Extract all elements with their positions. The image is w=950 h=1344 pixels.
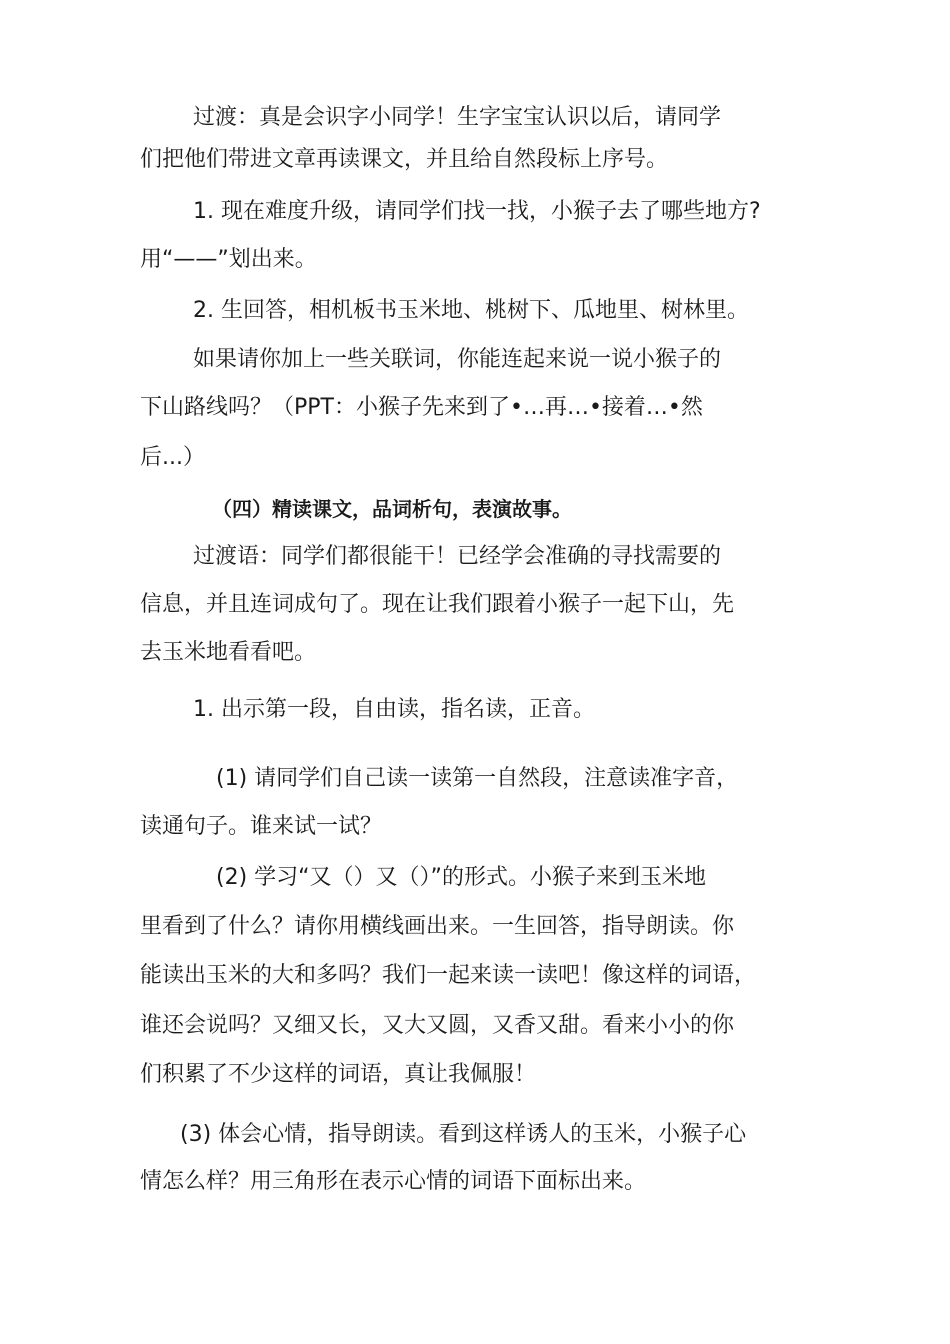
substep-2-line-2: 里看到了什么？请你用横线画出来。一生回答，指导朗读。你 [140, 914, 735, 939]
step-1-line: 1. 出示第一段，自由读，指名读，正音。 [193, 697, 595, 722]
item-1-line-2: 用“——”划出来。 [140, 247, 317, 272]
paragraph-connectives-line-1: 如果请你加上一些关联词，你能连起来说一说小猴子的 [193, 347, 722, 372]
paragraph-connectives-line-3: 后...） [140, 445, 205, 470]
substep-2-line-1: (2) 学习“又（）又（）”的形式。小猴子来到玉米地 [216, 865, 706, 890]
section-heading: （四）精读课文，品词析句，表演故事。 [212, 497, 572, 521]
substep-3-line-1: (3) 体会心情，指导朗读。看到这样诱人的玉米，小猴子心 [180, 1122, 747, 1147]
item-2-line: 2. 生回答，相机板书玉米地、桃树下、瓜地里、树林里。 [193, 298, 749, 323]
substep-3-line-2: 情怎么样？用三角形在表示心情的词语下面标出来。 [140, 1169, 647, 1194]
paragraph-transition-line-2: 们把他们带进文章再读课文，并且给自然段标上序号。 [140, 147, 669, 172]
paragraph-transition2-line-3: 去玉米地看看吧。 [140, 640, 317, 665]
substep-1-line-1: (1) 请同学们自己读一读第一自然段，注意读准字音， [216, 766, 739, 791]
paragraph-connectives-line-2: 下山路线吗？（PPT：小猴子先来到了•…再…•接着…•然 [140, 395, 703, 420]
paragraph-transition2-line-1: 过渡语：同学们都很能干！已经学会准确的寻找需要的 [193, 544, 722, 569]
paragraph-transition-line-1: 过渡：真是会识字小同学！生字宝宝认识以后，请同学 [193, 105, 722, 130]
substep-1-line-2: 读通句子。谁来试一试？ [140, 814, 383, 839]
substep-2-line-4: 谁还会说吗？又细又长，又大又圆，又香又甜。看来小小的你 [140, 1013, 735, 1038]
substep-2-line-5: 们积累了不少这样的词语，真让我佩服！ [140, 1062, 537, 1087]
item-1-line-1: 1. 现在难度升级，请同学们找一找，小猴子去了哪些地方? [193, 199, 761, 224]
paragraph-transition2-line-2: 信息，并且连词成句了。现在让我们跟着小猴子一起下山，先 [140, 592, 735, 617]
substep-2-line-3: 能读出玉米的大和多吗？我们一起来读一读吧！像这样的词语， [140, 963, 757, 988]
